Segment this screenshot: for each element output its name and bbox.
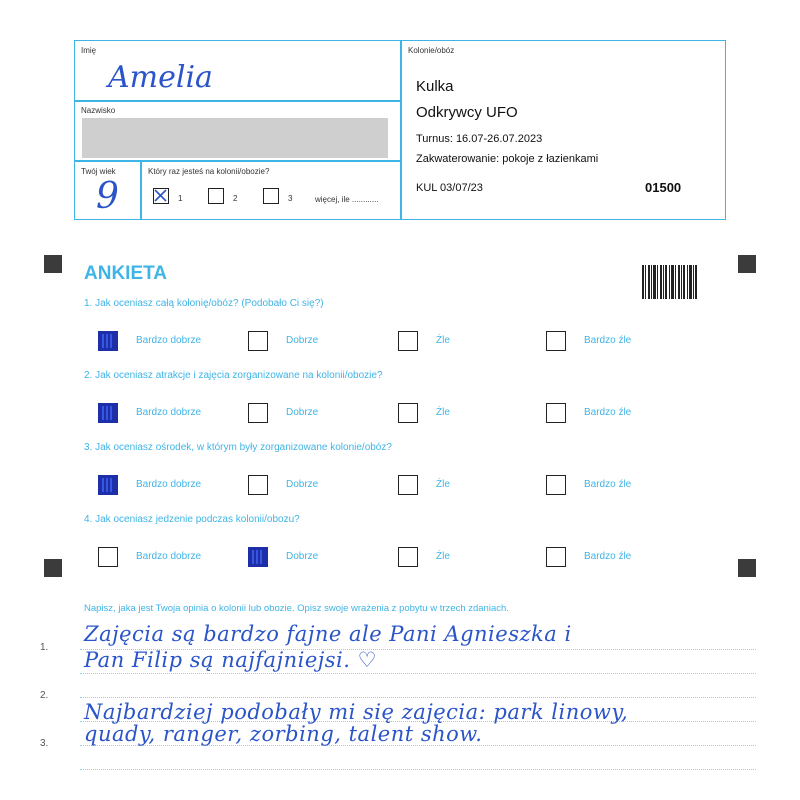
answer-checkbox[interactable] bbox=[546, 331, 566, 351]
writing-line bbox=[80, 673, 756, 674]
question-text: 1. Jak oceniasz całą kolonię/obóz? (Podobało Ci się?) bbox=[84, 298, 324, 309]
answer-checkbox[interactable] bbox=[398, 403, 418, 423]
answer-checkbox[interactable] bbox=[546, 547, 566, 567]
ktory-raz-option-2: 2 bbox=[233, 194, 238, 203]
header-divider bbox=[140, 160, 142, 220]
answer-label: Dobrze bbox=[286, 479, 319, 490]
answer-checkbox[interactable] bbox=[546, 475, 566, 495]
nazwisko-label: Nazwisko bbox=[81, 106, 116, 115]
answer-label: Bardzo źle bbox=[584, 407, 632, 418]
answer-label: Źle bbox=[436, 479, 450, 490]
question-text: 3. Jak oceniasz ośrodek, w którym były zorganizowane kolonie/obóz? bbox=[84, 442, 392, 453]
line-number: 1. bbox=[40, 642, 49, 653]
ktory-raz-checkbox-2[interactable] bbox=[208, 188, 224, 204]
camp-program: Odkrywcy UFO bbox=[416, 104, 518, 121]
answer-label: Źle bbox=[436, 335, 450, 346]
opinion-prompt: Napisz, jaka jest Twoja opinia o kolonii lub obozie. Opisz swoje wrażenia z pobytu w trzech zdaniach. bbox=[84, 603, 509, 614]
answer-checkbox[interactable] bbox=[398, 331, 418, 351]
answer-checkbox[interactable] bbox=[248, 403, 268, 423]
answer-checkbox[interactable] bbox=[98, 403, 118, 423]
imie-label: Imię bbox=[81, 46, 97, 55]
answer-label: Dobrze bbox=[286, 335, 319, 346]
kolonie-label: Kolonie/obóz bbox=[408, 46, 455, 55]
alignment-marker bbox=[44, 255, 62, 273]
answer-label: Bardzo źle bbox=[584, 479, 632, 490]
nazwisko-redacted bbox=[82, 118, 388, 158]
turnus: Turnus: 16.07-26.07.2023 bbox=[416, 133, 543, 145]
header-divider bbox=[74, 160, 400, 162]
handwritten-line: Pan Filip są najfajniejsi. ♡ bbox=[84, 648, 377, 672]
barcode-icon bbox=[642, 265, 698, 299]
answer-label: Bardzo dobrze bbox=[136, 407, 202, 418]
answer-checkbox[interactable] bbox=[546, 403, 566, 423]
x-mark-icon bbox=[154, 189, 167, 202]
handwritten-line: quady, ranger, zorbing, talent show. bbox=[84, 722, 483, 746]
camp-name: Kulka bbox=[416, 78, 454, 95]
ktory-raz-option-1: 1 bbox=[178, 194, 183, 203]
header-divider bbox=[74, 100, 400, 102]
handwritten-line: Zajęcia są bardzo fajne ale Pani Agnieszka i bbox=[84, 622, 572, 646]
answer-checkbox[interactable] bbox=[398, 547, 418, 567]
form-number: 01500 bbox=[645, 180, 682, 195]
alignment-marker bbox=[44, 559, 62, 577]
answer-label: Źle bbox=[436, 551, 450, 562]
ktory-raz-checkbox-1[interactable] bbox=[153, 188, 169, 204]
answer-label: Bardzo dobrze bbox=[136, 479, 202, 490]
survey-title: ANKIETA bbox=[84, 263, 168, 284]
question-text: 4. Jak oceniasz jedzenie podczas kolonii/obozu? bbox=[84, 514, 300, 525]
answer-label: Bardzo dobrze bbox=[136, 335, 202, 346]
answer-checkbox[interactable] bbox=[98, 331, 118, 351]
answer-label: Dobrze bbox=[286, 551, 319, 562]
camp-code: KUL 03/07/23 bbox=[416, 182, 483, 194]
line-number: 2. bbox=[40, 690, 49, 701]
ktory-raz-checkbox-3[interactable] bbox=[263, 188, 279, 204]
line-number: 3. bbox=[40, 738, 49, 749]
wiek-value: 9 bbox=[96, 176, 119, 217]
answer-label: Bardzo źle bbox=[584, 335, 632, 346]
ktory-raz-option-3: 3 bbox=[288, 194, 293, 203]
alignment-marker bbox=[738, 255, 756, 273]
answer-label: Bardzo dobrze bbox=[136, 551, 202, 562]
answer-label: Dobrze bbox=[286, 407, 319, 418]
zakwaterowanie: Zakwaterowanie: pokoje z łazienkami bbox=[416, 153, 599, 165]
answer-label: Źle bbox=[436, 407, 450, 418]
answer-label: Bardzo źle bbox=[584, 551, 632, 562]
alignment-marker bbox=[738, 559, 756, 577]
header-divider bbox=[400, 40, 402, 220]
wiecej-label: więcej, ile ............ bbox=[315, 195, 379, 204]
question-text: 2. Jak oceniasz atrakcje i zajęcia zorganizowane na kolonii/obozie? bbox=[84, 370, 383, 381]
writing-line bbox=[80, 769, 756, 770]
ktory-raz-label: Który raz jesteś na kolonii/obozie? bbox=[148, 167, 270, 176]
answer-checkbox[interactable] bbox=[398, 475, 418, 495]
answer-checkbox[interactable] bbox=[98, 547, 118, 567]
writing-line bbox=[80, 697, 756, 698]
handwritten-line: Najbardziej podobały mi się zajęcia: park linowy, bbox=[84, 700, 629, 724]
wiek-label: Twój wiek bbox=[81, 167, 116, 176]
imie-value: Amelia bbox=[108, 60, 213, 95]
answer-checkbox[interactable] bbox=[248, 475, 268, 495]
answer-checkbox[interactable] bbox=[248, 331, 268, 351]
answer-checkbox[interactable] bbox=[98, 475, 118, 495]
answer-checkbox[interactable] bbox=[248, 547, 268, 567]
